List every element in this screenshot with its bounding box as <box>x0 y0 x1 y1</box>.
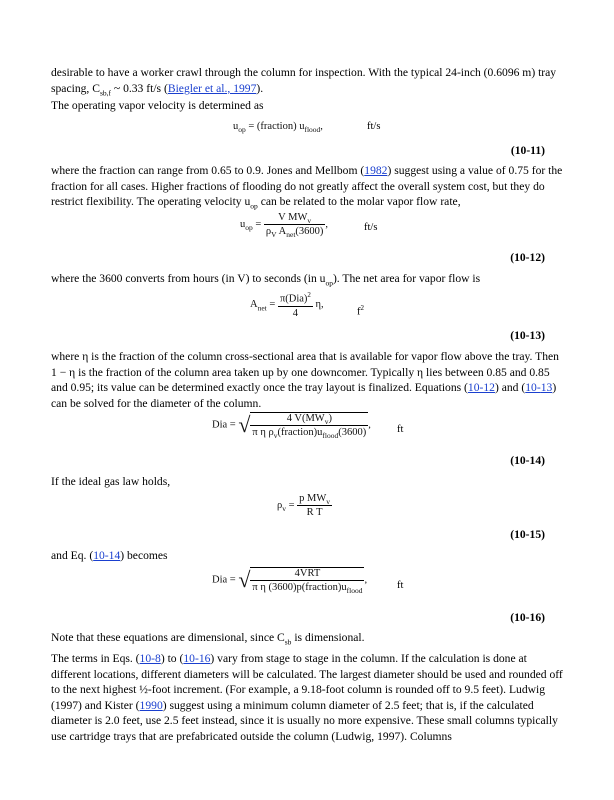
eq-text: A <box>276 226 287 237</box>
text: ). The net area for vapor flow is <box>332 272 481 285</box>
paragraph-tray-spacing <box>51 65 566 96</box>
equation-unit: ft <box>397 424 404 435</box>
equation-link-10-13[interactable] <box>525 381 552 394</box>
fraction <box>278 291 313 319</box>
text: where the fraction can range from 0.65 to 0.9. Jones and Mellbom ( <box>51 164 365 177</box>
paragraph-stage-variation <box>51 651 566 745</box>
eq-symbol: A <box>250 299 258 311</box>
numerator <box>278 291 313 307</box>
equation-link-10-14[interactable]: 10-14 <box>93 549 121 562</box>
eq-symbol: u <box>233 121 239 132</box>
equation-10-13: $A_{net}$ = $\frac{\pi(Dia)^2}{4}$ η, <box>250 291 324 319</box>
numerator <box>264 212 325 225</box>
paragraph-becomes <box>51 548 566 564</box>
text: ) suggest using a value of 0.75 for the fraction for all cases. Higher fractions of flooding do not greatly affect the overall system cost, but they do restrict flexibility. The operating velocity u <box>51 164 563 209</box>
text: can be related to the molar vapor flow rate, <box>257 195 461 209</box>
eq-text: ) <box>328 413 332 424</box>
eq-text: (fraction)u <box>277 427 323 438</box>
unit-text: f <box>357 306 361 318</box>
subscript: flood <box>322 431 339 441</box>
sqrt-sign: √ <box>238 567 251 592</box>
eq-text: π η ρ <box>252 427 274 438</box>
eq-tail: η, <box>315 299 324 311</box>
paragraph-net-area <box>51 271 566 287</box>
eq-text: 4 V(MW <box>286 413 325 424</box>
text: ) suggest using a minimum column diameter of 2.5 feet; that is, if the calculated diameter is 2.0 feet, use 2.5 feet instead, since it is usually no more expensive. These small columns typically use cartridge trays that are prefabricated outside the column (Ludwig, 1997). Columns <box>51 698 558 743</box>
numerator <box>297 493 332 506</box>
paragraph-fraction <box>51 163 566 210</box>
text: ) to ( <box>160 652 184 665</box>
equation-10-15: $\rho_v$ = $\frac{p MW_v}{\text{R T}}$ <box>277 493 331 518</box>
text: ) becomes <box>120 549 168 562</box>
text: ) can be solved for the diameter of the column. <box>51 381 557 410</box>
fraction <box>250 412 368 441</box>
equation-number-10-12: (10-12) <box>510 251 545 264</box>
text: ) vary from stage to stage in the column. If the calculation is done at different locations, different diameters will be calculated. The largest diameter should be used and rounded off to the next highest ½-foot increment. (For example, a 9.18-foot column is rounded off to 9.5 feet). Ludwig (1997) and Kister ( <box>51 652 563 712</box>
text: where the 3600 converts from hours (in V) to seconds (in u <box>51 272 326 285</box>
equation-link-10-16[interactable]: 10-16 <box>183 652 211 665</box>
paragraph-ideal-gas: If the ideal gas law holds, <box>51 475 171 488</box>
equation-10-12: $u_{op}$ = $\frac{V MW_v}{\rho_V A_{net}(3600)}$ , <box>240 212 329 240</box>
equation-unit <box>357 304 364 318</box>
subscript: op <box>245 223 253 232</box>
superscript: 2 <box>307 291 311 299</box>
subscript: v <box>326 497 331 507</box>
eq-tail: , <box>368 419 371 431</box>
subscript: op <box>325 278 333 288</box>
denominator: R T <box>306 507 323 518</box>
sqrt-sign: √ <box>238 412 251 437</box>
denominator <box>250 426 368 441</box>
numerator: 4VRT <box>250 568 364 581</box>
equation-number-10-11: (10-11) <box>510 144 545 157</box>
equation-number-10-16: (10-16) <box>510 611 545 624</box>
denominator: 4 <box>292 307 299 319</box>
link-text: 10- <box>525 381 541 395</box>
eq-symbol: u <box>240 218 246 230</box>
link-text: 13 <box>540 381 553 395</box>
eq-text: (3600) <box>338 427 367 438</box>
text: and Eq. ( <box>51 549 94 562</box>
eq-tail: , <box>325 218 329 230</box>
subscript: sb,f <box>99 87 111 97</box>
equation-number-10-13: (10-13) <box>510 329 545 342</box>
subscript: V <box>271 230 277 240</box>
text: ). <box>256 81 264 95</box>
text: desirable to have a worker crawl through the column for inspection. With the typical 24-inch (0.6096 m) tray spacing, C <box>51 66 557 95</box>
text: where η is the fraction of the column cross-sectional area that is available for vapor flow above the tray. Then 1 − η is the fraction of the column area taken up by one downcomer. Typically η lies between 0.85 and 0.85 and 0.95; its value can be determined exactly once the tray layout is finalized. Equations ( <box>51 350 559 395</box>
text: ~ 0.33 ft/s ( <box>111 81 168 95</box>
fraction <box>297 493 332 518</box>
subscript: v <box>282 504 286 513</box>
citation-link-1990[interactable]: 1990 <box>139 698 163 712</box>
subscript: v <box>324 417 329 427</box>
numerator <box>250 413 368 426</box>
subscript: v <box>307 216 312 226</box>
equation-unit: ft <box>397 580 404 591</box>
subscript: op <box>238 125 246 135</box>
eq-text: p MW <box>299 493 327 504</box>
paragraph-eta <box>51 349 566 411</box>
eq-text: V MW <box>278 212 308 223</box>
equation-10-16 <box>212 567 368 596</box>
eq-symbol: Dia = <box>212 574 236 586</box>
subscript: v <box>273 431 278 441</box>
superscript: 2 <box>360 304 364 312</box>
denominator <box>250 581 364 596</box>
equation-number-10-15: (10-15) <box>510 528 545 541</box>
eq-text: π η (3600)p(fraction)u <box>252 582 347 593</box>
subscript: net <box>286 230 296 240</box>
eq-symbol: Dia = <box>212 419 236 431</box>
subscript: flood <box>304 125 321 135</box>
eq-text: π(Dia) <box>279 293 308 305</box>
text: Note that these equations are dimensional, since C <box>51 631 285 644</box>
text: The terms in Eqs. ( <box>51 652 140 665</box>
denominator <box>264 225 325 240</box>
subscript: sb <box>284 637 292 647</box>
eq-text: (3600) <box>295 226 324 237</box>
equation-link-10-12[interactable]: 10-12 <box>467 381 495 395</box>
citation-link-biegler[interactable]: Biegler et al., 1997 <box>167 81 257 95</box>
equation-10-14 <box>212 412 371 441</box>
subscript: flood <box>346 586 363 596</box>
eq-expression: = (fraction) u <box>248 121 305 132</box>
text: ) and ( <box>494 381 526 395</box>
equation-link-10-8[interactable]: 10-8 <box>139 652 161 665</box>
equation-number-10-14: (10-14) <box>510 454 545 467</box>
subscript: op <box>250 201 258 211</box>
paragraph-operating-velocity: The operating vapor velocity is determined as <box>51 99 264 112</box>
eq-text: ρ <box>265 226 272 237</box>
fraction <box>264 212 325 240</box>
citation-link-1982[interactable]: 1982 <box>364 164 388 177</box>
equation-unit: ft/s <box>367 121 381 132</box>
equation-10-11 <box>233 121 323 135</box>
eq-tail: , <box>320 121 323 132</box>
paragraph-dimensional <box>51 630 566 646</box>
eq-tail: , <box>364 574 368 586</box>
fraction <box>250 567 364 596</box>
equation-unit: ft/s <box>364 222 378 233</box>
text: is dimensional. <box>291 631 365 644</box>
eq-symbol: ρ <box>277 499 283 511</box>
subscript: net <box>257 303 267 313</box>
